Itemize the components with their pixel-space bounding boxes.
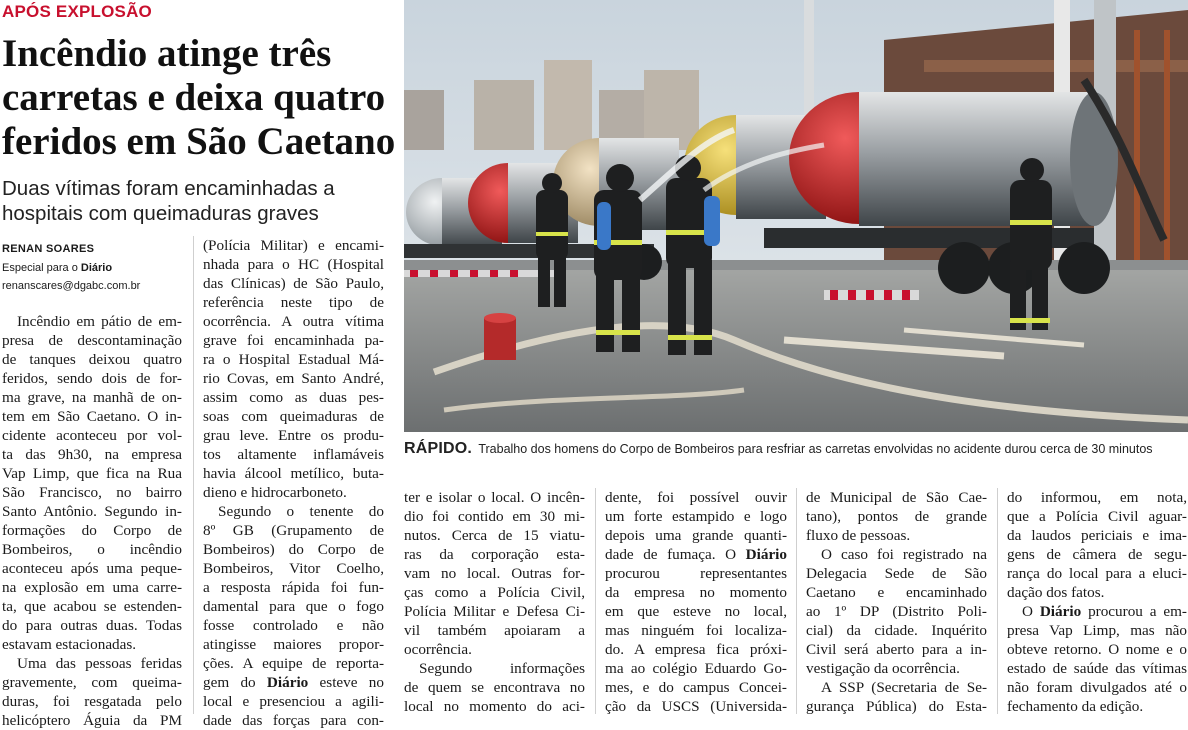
article-line: Segundo informações bbox=[419, 660, 585, 677]
article-line: Bombeiros) do Corpo de bbox=[203, 541, 384, 558]
article-line: aconteceu após uma peque- bbox=[2, 560, 182, 577]
article-line: rio Covas, em Santo André, bbox=[203, 370, 384, 387]
caption-label: RÁPIDO. bbox=[404, 440, 473, 457]
subhead-line: Duas vítimas foram encaminhadas a bbox=[2, 177, 335, 200]
article-line: ças como a Polícia Civil, bbox=[404, 584, 585, 601]
article-line: estavam estacionadas. bbox=[2, 636, 137, 653]
article-line: local no momento do aci- bbox=[404, 698, 585, 715]
article-line: havia álcool metílico, buta- bbox=[203, 465, 384, 482]
article-line: ção da USCS (Universida- bbox=[605, 698, 787, 715]
article-line: Bombeiros, o incêndio bbox=[2, 541, 182, 558]
article-line: Polícia Militar e Defesa Ci- bbox=[404, 603, 585, 620]
article-line: tem em São Caetano. O in- bbox=[2, 408, 182, 425]
article-line: de Municipal de São Cae- bbox=[806, 489, 987, 506]
article-line: Caetano e encaminhado bbox=[806, 584, 987, 601]
byline-role bbox=[2, 262, 112, 274]
article-line: ta das 9h30, na empresa bbox=[2, 446, 182, 463]
article-line: Bombeiros, Vitor Coelho, bbox=[203, 560, 384, 577]
article-line: cidente aconteceu por vol- bbox=[2, 427, 182, 444]
article-line: local e presenciou a agili- bbox=[203, 693, 384, 710]
article-line: Delegacia Sede de São bbox=[806, 565, 987, 582]
article-line: a resposta rápida foi fun- bbox=[203, 579, 384, 596]
news-photo bbox=[404, 0, 1188, 432]
article-line: rança do local para a eluci- bbox=[1007, 565, 1187, 582]
article-line: do para outras duas. Todas bbox=[2, 617, 182, 634]
article-line: duras, foi resgatada pelo bbox=[2, 693, 182, 710]
article-column-3 bbox=[404, 488, 585, 716]
article-line: O caso foi registrado na bbox=[821, 546, 987, 563]
article-line: gravemente, com queima- bbox=[2, 674, 182, 691]
subheadline bbox=[2, 176, 397, 226]
article-line: dio foi contido em 30 mi- bbox=[404, 508, 585, 525]
article-line: ocorrência. bbox=[404, 641, 472, 658]
article-line: grau leve. Entre os produ- bbox=[203, 427, 384, 444]
article-line: ra o Hospital Estadual Má- bbox=[203, 351, 384, 368]
article-line: Segundo o tenente do bbox=[218, 503, 384, 520]
article-line: que a Polícia Civil aguar- bbox=[1007, 508, 1187, 525]
article-line: mas ninguém foi localiza- bbox=[605, 622, 787, 639]
article-line: ta, que acabou se estenden- bbox=[2, 598, 182, 615]
article-line: dação dos fatos. bbox=[1007, 584, 1105, 601]
article-line: ma grave, na manhã de on- bbox=[2, 389, 182, 406]
article-line: atingisse maiores propor- bbox=[203, 636, 384, 653]
article-line: dieno e hidrocarboneto. bbox=[203, 484, 347, 501]
article-line: gem do Diário esteve no bbox=[203, 674, 384, 691]
article-line: dade das forças para con- bbox=[203, 712, 384, 729]
article-line: presa de descontaminação bbox=[2, 332, 182, 349]
article-line: referência neste tipo de bbox=[203, 294, 384, 311]
article-line: grave foi encaminhada pa- bbox=[203, 332, 384, 349]
article-line: feridos, sendo dois de for- bbox=[2, 370, 182, 387]
article-line: presa Vap Limp, mas não bbox=[1007, 622, 1187, 639]
article-line: ter e isolar o local. O incên- bbox=[404, 489, 585, 506]
article-column-2 bbox=[203, 236, 384, 730]
article-line: em que esteve no local, bbox=[605, 603, 787, 620]
article-line: Uma das pessoas feridas bbox=[17, 655, 182, 672]
column-rule bbox=[997, 488, 998, 714]
article-line: dade de fumaça. O Diário bbox=[605, 546, 787, 563]
column-rule bbox=[796, 488, 797, 714]
headline-line: Incêndio atinge três bbox=[2, 32, 332, 75]
article-line: vam no local. Outras for- bbox=[404, 565, 585, 582]
article-line: obteve retorno. O nome e o bbox=[1007, 641, 1187, 658]
article-line: Santo Antônio. Segundo in- bbox=[2, 503, 182, 520]
article-line: das Clínicas) de São Paulo, bbox=[203, 275, 384, 292]
column-rule bbox=[193, 236, 194, 714]
subhead-line: hospitais com queimaduras graves bbox=[2, 202, 319, 225]
article-line: de tanques deixou quatro bbox=[2, 351, 182, 368]
article-line: da empresa no momento bbox=[605, 584, 787, 601]
headline bbox=[2, 32, 397, 164]
article-line: tos altamente inflamáveis bbox=[203, 446, 384, 463]
article-line: da laudos periciais e ima- bbox=[1007, 527, 1187, 544]
byline-author: RENAN SOARES bbox=[2, 243, 95, 255]
article-line: fechamento da edição. bbox=[1007, 698, 1144, 715]
caption-text: Trabalho dos homens do Corpo de Bombeiros para resfriar as carretas envolvidas no acidente durou cerca de 30 minutos bbox=[478, 442, 1153, 456]
byline-email: renanscares@dgabc.com.br bbox=[2, 280, 141, 292]
article-line: mes, e do campus Concei- bbox=[605, 679, 787, 696]
column-rule bbox=[595, 488, 596, 714]
article-line: dente, foi possível ouvir bbox=[605, 489, 787, 506]
article-line: na explosão em uma carre- bbox=[2, 579, 182, 596]
article-line: formações do Corpo de bbox=[2, 522, 182, 539]
article-line: ocorrência. A outra vítima bbox=[203, 313, 384, 330]
article-line: depois uma grande quanti- bbox=[605, 527, 787, 544]
article-line: Incêndio em pátio de em- bbox=[17, 313, 182, 330]
article-line: do. A empresa fica próxi- bbox=[605, 641, 787, 658]
article-line: fosse controlado e não bbox=[203, 617, 384, 634]
headline-line: carretas e deixa quatro bbox=[2, 76, 386, 119]
article-line: estado de saúde das vítimas bbox=[1007, 660, 1187, 677]
article-line: um forte estampido e logo bbox=[605, 508, 787, 525]
article-line: A SSP (Secretaria de Se- bbox=[821, 679, 987, 696]
article-line: fluxo de pessoas. bbox=[806, 527, 911, 544]
article-line: do informou, em nota, bbox=[1007, 489, 1187, 506]
article-line: não foram divulgados até o bbox=[1007, 679, 1187, 696]
article-line: assim como as duas pes- bbox=[203, 389, 384, 406]
article-line: ras da corporação esta- bbox=[404, 546, 585, 563]
article-line: cial) da cidade. Inquérito bbox=[806, 622, 987, 639]
article-line: O Diário procurou a em- bbox=[1022, 603, 1187, 620]
article-line: procurou representantes bbox=[605, 565, 787, 582]
article-line: ma ao colégio Eduardo Go- bbox=[605, 660, 787, 677]
article-line: ao 1º DP (Distrito Poli- bbox=[806, 603, 987, 620]
article-line: vil também apoiaram a bbox=[404, 622, 585, 639]
article-line: gurança Pública) do Esta- bbox=[806, 698, 987, 715]
article-column-5 bbox=[806, 488, 987, 716]
article-line: soas com queimaduras de bbox=[203, 408, 384, 425]
article-line: damental para que o fogo bbox=[203, 598, 384, 615]
article-column-1 bbox=[2, 312, 182, 730]
photo-caption bbox=[404, 440, 1188, 458]
article-line: gens de câmera de segu- bbox=[1007, 546, 1187, 563]
article-line: tano), pontos de grande bbox=[806, 508, 987, 525]
article-line: Civil será aberto para a in- bbox=[806, 641, 987, 658]
article-line: helicóptero Águia da PM bbox=[2, 712, 182, 729]
article-line: nutos. Cerca de 15 viatu- bbox=[404, 527, 585, 544]
article-line: de quem se encontrava no bbox=[404, 679, 585, 696]
headline-line: feridos em São Caetano bbox=[2, 120, 396, 163]
article-line: Vap Limp, que fica na Rua bbox=[2, 465, 182, 482]
byline-paper-name: Diário bbox=[80, 262, 113, 274]
byline-role-prefix: Especial para o bbox=[2, 262, 81, 274]
article-column-6 bbox=[1007, 488, 1187, 716]
kicker: APÓS EXPLOSÃO bbox=[2, 2, 152, 21]
article-line: vestigação da ocorrência. bbox=[806, 660, 960, 677]
article-column-4 bbox=[605, 488, 787, 716]
article-line: nhada para o HC (Hospital bbox=[203, 256, 384, 273]
article-line: São Francisco, no bairro bbox=[2, 484, 182, 501]
article-line: (Polícia Militar) e encami- bbox=[203, 237, 384, 254]
article-line: ções. A equipe de reporta- bbox=[203, 655, 384, 672]
article-line: 8º GB (Grupamento de bbox=[203, 522, 384, 539]
